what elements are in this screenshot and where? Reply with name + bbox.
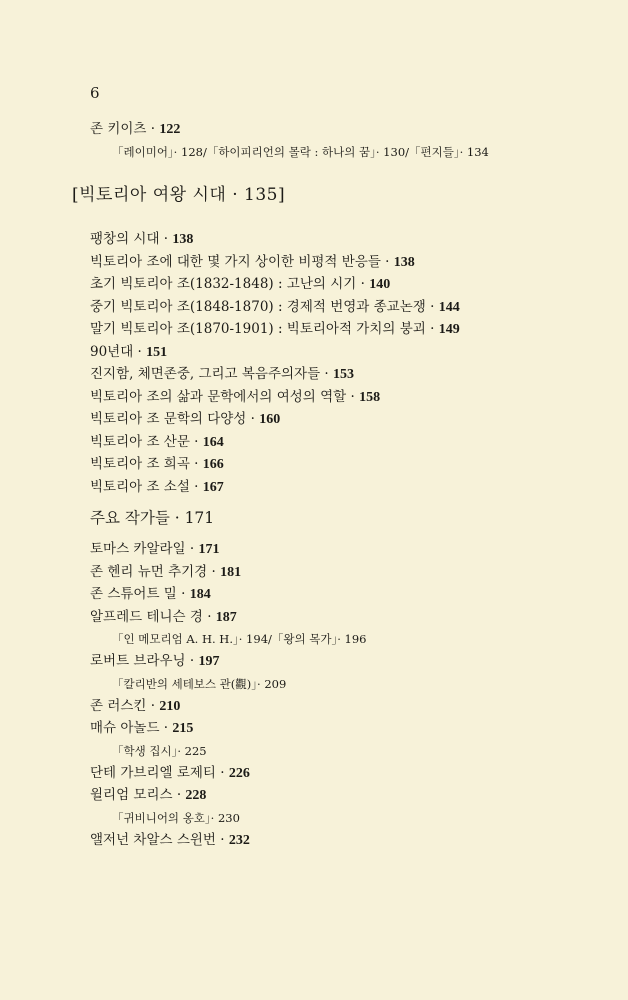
toc-entry <box>90 431 590 454</box>
toc-entry-title: 빅토리아 조 희곡 · <box>90 456 203 472</box>
author-entries <box>90 538 590 851</box>
toc-entry-page: 197 <box>198 654 220 669</box>
toc-entry-title: 매슈 아놀드 · <box>90 720 173 736</box>
toc-entry-page: 153 <box>333 367 354 382</box>
toc-entry-title: 앨저넌 차알스 스윈번 · <box>90 831 229 848</box>
toc-entry <box>90 476 590 499</box>
toc-entry-page: 138 <box>393 254 415 270</box>
toc-entry-refs: 「인 메모리엄 A. H. H.」· 194/「왕의 목가」· 196 <box>112 632 367 646</box>
toc-entry <box>90 251 590 274</box>
toc-entry <box>90 453 590 476</box>
toc-entry-title: 빅토리아 조의 삶과 문학에서의 여성의 역할 · <box>90 388 360 405</box>
toc-entry-page: 184 <box>189 587 211 602</box>
toc-entry-page: 122 <box>159 122 181 137</box>
section-entries <box>90 228 590 498</box>
toc-entry-title: 존 키이츠 · <box>90 121 160 137</box>
toc-entry <box>90 561 590 584</box>
toc-entry <box>90 717 590 740</box>
toc-entry-page: 138 <box>172 232 194 247</box>
toc-entry <box>90 341 590 364</box>
toc-entry-refs: 「귀비니어의 옹호」· 230 <box>112 810 240 825</box>
toc-entry-page: 226 <box>228 765 250 781</box>
toc-entry-page: 228 <box>185 788 207 803</box>
toc-entry-title: 말기 빅토리아 조(1870-1901) : 빅토리아적 가치의 붕괴 · <box>90 321 439 337</box>
toc-entry-title: 빅토리아 조에 대한 몇 가지 상이한 비평적 반응들 · <box>90 253 394 270</box>
toc-entry-page: 232 <box>228 832 250 848</box>
toc-entry <box>90 408 590 431</box>
toc-entry-title: 팽창의 시대 · <box>90 231 173 247</box>
toc-entry-page: 187 <box>215 609 237 625</box>
toc-entry-page: 158 <box>359 389 381 405</box>
toc-entry <box>90 363 590 386</box>
toc-entry-page: 164 <box>202 434 224 450</box>
toc-entry-title: 알프레드 테니슨 경 · <box>90 608 216 625</box>
toc-entry-title: 존 스튜어트 밀 · <box>90 586 190 602</box>
toc-entry-title: 90년대 · <box>90 343 147 360</box>
toc-entry <box>90 296 590 319</box>
section-heading: [빅토리아 여왕 시대 · 135] <box>72 185 286 205</box>
toc-entry-page: 171 <box>198 542 220 557</box>
toc-entry-title: 빅토리아 조 문학의 다양성 · <box>90 411 260 427</box>
toc-entry <box>90 273 590 296</box>
toc-entry-title: 윌리엄 모리스 · <box>90 787 186 803</box>
toc-entry-title: 진지함, 체면존중, 그리고 복음주의자들 · <box>90 366 333 382</box>
toc-entry-title: 존 헨리 뉴먼 추기경 · <box>90 563 221 580</box>
page-number: 6 <box>90 84 100 102</box>
toc-entry-page: 149 <box>438 322 460 337</box>
toc-entry <box>90 386 590 409</box>
top-entries <box>90 118 590 163</box>
toc-entry-page: 140 <box>369 277 391 292</box>
toc-entry-title: 빅토리아 조 소설 · <box>90 478 203 495</box>
toc-entry-page: 210 <box>159 698 181 714</box>
toc-entry <box>90 695 590 718</box>
toc-entry-title: 토마스 카알라일 · <box>90 541 199 557</box>
toc-entry-page: 215 <box>172 721 194 736</box>
toc-entry <box>90 118 590 141</box>
toc-entry-title: 빅토리아 조 산문 · <box>90 433 203 450</box>
toc-entry <box>90 650 590 673</box>
toc-entry-title: 존 러스킨 · <box>90 697 160 714</box>
toc-entry <box>90 538 590 561</box>
subsection-heading: 주요 작가들 · 171 <box>90 509 215 527</box>
toc-entry-page: 160 <box>259 412 281 427</box>
toc-entry-title: 중기 빅토리아 조(1848-1870) : 경제적 번영과 종교논쟁 · <box>90 298 439 315</box>
toc-entry <box>90 583 590 606</box>
toc-entry-page: 181 <box>220 564 242 580</box>
toc-entry-refs: 「학생 집시」· 225 <box>112 743 207 758</box>
toc-entry <box>90 784 590 807</box>
toc-entry-title: 초기 빅토리아 조(1832-1848) : 고난의 시기 · <box>90 276 370 292</box>
toc-entry-page: 151 <box>146 344 168 360</box>
toc-entry <box>90 829 590 852</box>
toc-entry-refs: 「칼리반의 세테보스 관(觀)」· 209 <box>112 676 287 691</box>
toc-entry-refs: 「레이미어」· 128/「하이피리언의 몰락 : 하나의 꿈」· 130/「편지들」· 134 <box>112 144 489 159</box>
toc-entry <box>90 318 590 341</box>
toc-entry-page: 167 <box>202 479 224 495</box>
toc-entry-page: 144 <box>438 299 460 315</box>
toc-entry-title: 로버트 브라우닝 · <box>90 653 199 669</box>
toc-entry <box>90 606 590 629</box>
toc-entry-title: 단테 가브리엘 로제티 · <box>90 764 229 781</box>
toc-entry <box>90 762 590 785</box>
toc-entry <box>90 228 590 251</box>
toc-entry-page: 166 <box>202 457 224 472</box>
